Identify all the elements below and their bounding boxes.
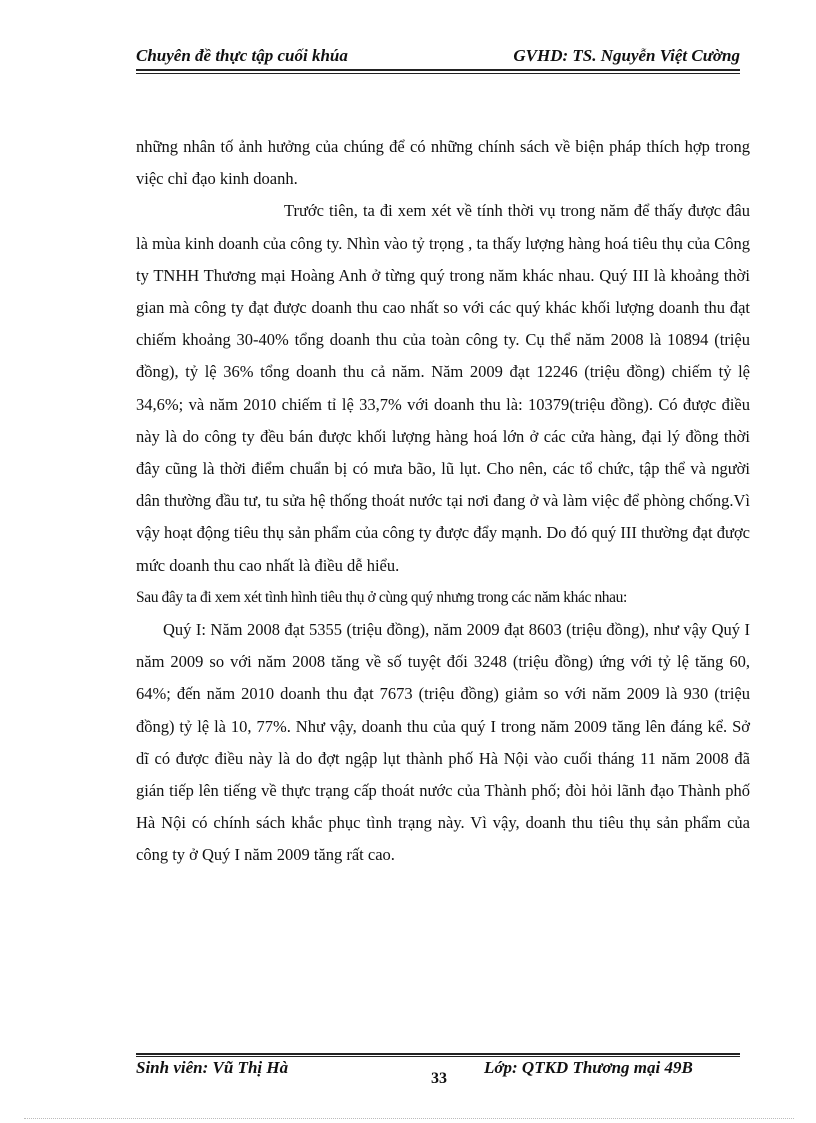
- footer-divider: [136, 1053, 740, 1055]
- page-number: 33: [431, 1070, 447, 1087]
- footer-divider-thin: [136, 1056, 740, 1057]
- footer-student: Sinh viên: Vũ Thị Hà: [136, 1058, 289, 1077]
- page-edge-dots: [24, 1118, 794, 1119]
- paragraph-seasonality: Trước tiên, ta đi xem xét về tính thời vụ trong năm để thấy được đâu là mùa kinh doanh của công ty. Nhìn vào tỷ trọng , ta thấy lượng hàng hoá tiêu thụ của Công ty TNHH Thương mại Hoàng Anh ở từng quý trong năm khác nhau. Quý III là khoảng thời gian mà công ty đạt được doanh thu cao nhất so với các quý khác khối lượng doanh thu đạt chiếm khoảng 30-40% tổng doanh thu của toàn công ty. Cụ thể năm 2008 là 10894 (triệu đồng), tỷ lệ 36% tổng doanh thu cả năm. Năm 2009 đạt 12246 (triệu đồng) chiếm tỷ lệ 34,6%; và năm 2010 chiếm tỉ lệ 33,7% với doanh thu là: 10379(triệu đồng). Có được điều này là do công ty đều bán được khối lượng hàng hoá lớn ở các cửa hàng, đại lý đồng thời đây cũng là thời điểm chuẩn bị có mưa bão, lũ lụt. Cho nên, các tổ chức, tập thể và người dân thường đầu tư, tu sửa hệ thống thoát nước tại nơi đang ở và làm việc để phòng chống.Vì vậy hoạt động tiêu thụ sản phẩm của công ty được đẩy mạnh. Do đó quý III thường đạt được mức doanh thu cao nhất là điều dễ hiểu.: [136, 201, 750, 575]
- paragraph-intro-quarters: Sau đây ta đi xem xét tình hình tiêu thụ ở cùng quý nhưng trong các năm khác nhau:: [136, 588, 627, 606]
- paragraph-continuation: những nhân tố ảnh hưởng của chúng để có những chính sách về biện pháp thích hợp trong việc chỉ đạo kinh doanh.: [136, 137, 750, 189]
- paragraph-quarter-1: Quý I: Năm 2008 đạt 5355 (triệu đồng), năm 2009 đạt 8603 (triệu đồng), như vậy Quý I năm 2009 so với năm 2008 tăng về số tuyệt đối 3248 (triệu đồng) ứng với tỷ lệ tăng 60, 64%; đến năm 2010 doanh thu đạt 7673 (triệu đồng) giảm so với năm 2009 là 930 (triệu đồng) tỷ lệ là 10, 77%. Như vậy, doanh thu của quý I trong năm 2009 tăng lên đáng kể. Sở dĩ có được điều này là do đợt ngập lụt thành phố Hà Nội vào cuối tháng 11 năm 2008 đã gián tiếp lên tiếng về thực trạng cấp thoát nước của Thành phố; đòi hỏi lãnh đạo Thành phố Hà Nội có chính sách khắc phục tình trạng này. Vì vậy, doanh thu tiêu thụ sản phẩm của công ty ở Quý I năm 2009 tăng rất cao.: [136, 620, 750, 865]
- header-advisor: GVHD: TS. Nguyễn Việt Cường: [513, 46, 740, 65]
- page-footer: [136, 1058, 740, 1088]
- footer-class: Lớp: QTKD Thương mại 49B: [484, 1058, 693, 1077]
- page-header: [136, 46, 740, 70]
- header-divider: [136, 69, 740, 71]
- header-topic: Chuyên đề thực tập cuối khúa: [136, 46, 348, 65]
- header-divider-thin: [136, 73, 740, 74]
- document-body: [136, 131, 750, 872]
